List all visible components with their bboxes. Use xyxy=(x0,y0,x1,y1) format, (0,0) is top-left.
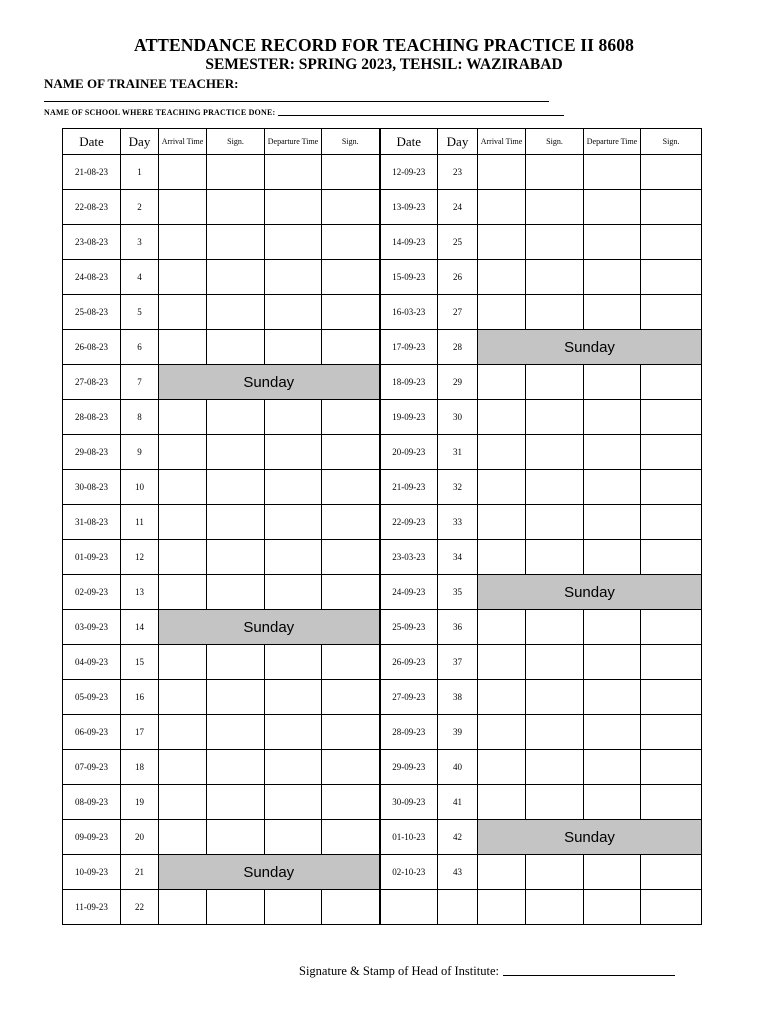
sign-cell[interactable] xyxy=(641,750,702,785)
attendance-table xyxy=(62,128,702,925)
sign-cell[interactable] xyxy=(526,715,584,750)
date-cell: 02-09-23 xyxy=(63,575,121,610)
date-cell: 31-08-23 xyxy=(63,505,121,540)
head-signature-field[interactable] xyxy=(503,975,675,976)
date-cell: 03-09-23 xyxy=(63,610,121,645)
table-row xyxy=(63,785,702,820)
departure-time-cell[interactable] xyxy=(584,155,641,190)
day-cell: 16 xyxy=(121,680,159,715)
sign-cell[interactable] xyxy=(207,190,265,225)
footer-signature xyxy=(299,964,675,979)
sign-cell[interactable] xyxy=(207,470,265,505)
day-cell: 14 xyxy=(121,610,159,645)
sign-cell[interactable] xyxy=(526,750,584,785)
sign-cell[interactable] xyxy=(526,435,584,470)
arrival-time-cell[interactable] xyxy=(159,750,207,785)
date-cell: 04-09-23 xyxy=(63,645,121,680)
date-cell: 30-09-23 xyxy=(380,785,438,820)
date-cell: 22-08-23 xyxy=(63,190,121,225)
header-date: Date xyxy=(63,129,121,155)
day-cell: 8 xyxy=(121,400,159,435)
day-cell: 9 xyxy=(121,435,159,470)
table-row xyxy=(63,330,702,365)
date-cell: 02-10-23 xyxy=(380,855,438,890)
date-cell: 19-09-23 xyxy=(380,400,438,435)
sign-cell[interactable] xyxy=(322,330,380,365)
arrival-time-cell[interactable] xyxy=(159,820,207,855)
header-date: Date xyxy=(380,129,438,155)
departure-time-cell[interactable] xyxy=(265,750,322,785)
sign-cell[interactable] xyxy=(322,435,380,470)
arrival-time-cell[interactable] xyxy=(478,715,526,750)
arrival-time-cell[interactable] xyxy=(478,155,526,190)
departure-time-cell[interactable] xyxy=(265,225,322,260)
sign-cell[interactable] xyxy=(526,260,584,295)
sign-cell[interactable] xyxy=(322,260,380,295)
sign-cell[interactable] xyxy=(322,785,380,820)
table-row xyxy=(63,540,702,575)
departure-time-cell[interactable] xyxy=(265,680,322,715)
arrival-time-cell[interactable] xyxy=(478,470,526,505)
date-cell: 27-09-23 xyxy=(380,680,438,715)
date-cell: 09-09-23 xyxy=(63,820,121,855)
day-cell: 42 xyxy=(438,820,478,855)
sign-cell[interactable] xyxy=(207,575,265,610)
date-cell: 01-09-23 xyxy=(63,540,121,575)
arrival-time-cell[interactable] xyxy=(159,715,207,750)
table-row xyxy=(63,470,702,505)
date-cell: 08-09-23 xyxy=(63,785,121,820)
arrival-time-cell[interactable] xyxy=(478,785,526,820)
day-cell: 27 xyxy=(438,295,478,330)
sign-cell[interactable] xyxy=(207,715,265,750)
arrival-time-cell[interactable] xyxy=(159,330,207,365)
sign-cell[interactable] xyxy=(641,540,702,575)
departure-time-cell[interactable] xyxy=(584,750,641,785)
sign-cell[interactable] xyxy=(641,365,702,400)
header-day: Day xyxy=(121,129,159,155)
sign-cell[interactable] xyxy=(322,225,380,260)
sunday-cell: Sunday xyxy=(478,330,702,365)
date-cell: 12-09-23 xyxy=(380,155,438,190)
sign-cell[interactable] xyxy=(641,295,702,330)
arrival-time-cell[interactable] xyxy=(159,470,207,505)
departure-time-cell[interactable] xyxy=(584,785,641,820)
day-cell: 26 xyxy=(438,260,478,295)
day-cell: 5 xyxy=(121,295,159,330)
arrival-time-cell[interactable] xyxy=(159,785,207,820)
sign-cell[interactable] xyxy=(641,190,702,225)
date-cell: 27-08-23 xyxy=(63,365,121,400)
departure-time-cell[interactable] xyxy=(584,680,641,715)
day-cell: 10 xyxy=(121,470,159,505)
sign-cell[interactable] xyxy=(526,610,584,645)
departure-time-cell[interactable] xyxy=(584,540,641,575)
departure-time-cell[interactable] xyxy=(584,890,641,925)
sign-cell[interactable] xyxy=(641,505,702,540)
sign-cell[interactable] xyxy=(641,610,702,645)
departure-time-cell[interactable] xyxy=(265,400,322,435)
day-cell: 22 xyxy=(121,890,159,925)
day-cell: 33 xyxy=(438,505,478,540)
header-sign: Sign. xyxy=(641,129,702,155)
departure-time-cell[interactable] xyxy=(584,190,641,225)
departure-time-cell[interactable] xyxy=(584,225,641,260)
table-row xyxy=(63,260,702,295)
arrival-time-cell[interactable] xyxy=(478,435,526,470)
sunday-cell: Sunday xyxy=(478,820,702,855)
sign-cell[interactable] xyxy=(207,330,265,365)
sign-cell[interactable] xyxy=(322,155,380,190)
day-cell: 24 xyxy=(438,190,478,225)
sign-cell[interactable] xyxy=(526,470,584,505)
sign-cell[interactable] xyxy=(526,400,584,435)
header-day: Day xyxy=(438,129,478,155)
date-cell: 11-09-23 xyxy=(63,890,121,925)
sign-cell[interactable] xyxy=(207,155,265,190)
day-cell: 40 xyxy=(438,750,478,785)
sign-cell[interactable] xyxy=(526,295,584,330)
arrival-time-cell[interactable] xyxy=(159,575,207,610)
sign-cell[interactable] xyxy=(207,680,265,715)
table-row xyxy=(63,610,702,645)
header-departure-time: Departure Time xyxy=(265,129,322,155)
date-cell: 10-09-23 xyxy=(63,855,121,890)
departure-time-cell[interactable] xyxy=(584,295,641,330)
sign-cell[interactable] xyxy=(322,645,380,680)
sign-cell[interactable] xyxy=(322,470,380,505)
date-cell: 01-10-23 xyxy=(380,820,438,855)
date-cell: 05-09-23 xyxy=(63,680,121,715)
table-row xyxy=(63,645,702,680)
departure-time-cell[interactable] xyxy=(584,400,641,435)
arrival-time-cell[interactable] xyxy=(478,750,526,785)
sign-cell[interactable] xyxy=(207,260,265,295)
table-row xyxy=(63,365,702,400)
sign-cell[interactable] xyxy=(207,785,265,820)
day-cell: 15 xyxy=(121,645,159,680)
day-cell: 28 xyxy=(438,330,478,365)
sign-cell[interactable] xyxy=(322,295,380,330)
sign-cell[interactable] xyxy=(322,540,380,575)
date-cell: 17-09-23 xyxy=(380,330,438,365)
table-row xyxy=(63,295,702,330)
date-cell: 13-09-23 xyxy=(380,190,438,225)
date-cell xyxy=(380,890,438,925)
day-cell: 38 xyxy=(438,680,478,715)
day-cell: 35 xyxy=(438,575,478,610)
arrival-time-cell[interactable] xyxy=(159,400,207,435)
sign-cell[interactable] xyxy=(322,715,380,750)
table-row xyxy=(63,225,702,260)
arrival-time-cell[interactable] xyxy=(478,855,526,890)
arrival-time-cell[interactable] xyxy=(478,645,526,680)
sign-cell[interactable] xyxy=(641,680,702,715)
school-name-field[interactable] xyxy=(278,115,564,116)
table-row xyxy=(63,855,702,890)
departure-time-cell[interactable] xyxy=(265,575,322,610)
sign-cell[interactable] xyxy=(322,575,380,610)
day-cell: 23 xyxy=(438,155,478,190)
day-cell: 32 xyxy=(438,470,478,505)
sign-cell[interactable] xyxy=(207,435,265,470)
sign-cell[interactable] xyxy=(207,750,265,785)
day-cell: 17 xyxy=(121,715,159,750)
table-row xyxy=(63,715,702,750)
sign-cell[interactable] xyxy=(641,260,702,295)
departure-time-cell[interactable] xyxy=(584,715,641,750)
attendance-body xyxy=(63,155,702,925)
arrival-time-cell[interactable] xyxy=(478,890,526,925)
sign-cell[interactable] xyxy=(526,155,584,190)
sign-cell[interactable] xyxy=(526,785,584,820)
arrival-time-cell[interactable] xyxy=(478,190,526,225)
date-cell: 28-08-23 xyxy=(63,400,121,435)
date-cell: 20-09-23 xyxy=(380,435,438,470)
day-cell: 39 xyxy=(438,715,478,750)
date-cell: 06-09-23 xyxy=(63,715,121,750)
day-cell: 2 xyxy=(121,190,159,225)
header-arrival-time: Arrival Time xyxy=(159,129,207,155)
day-cell: 36 xyxy=(438,610,478,645)
trainee-label: NAME OF TRAINEE TEACHER: xyxy=(44,76,239,91)
day-cell: 43 xyxy=(438,855,478,890)
table-row xyxy=(63,400,702,435)
sign-cell[interactable] xyxy=(526,540,584,575)
sign-cell[interactable] xyxy=(526,365,584,400)
departure-time-cell[interactable] xyxy=(265,190,322,225)
sign-cell[interactable] xyxy=(526,190,584,225)
departure-time-cell[interactable] xyxy=(265,435,322,470)
date-cell: 23-08-23 xyxy=(63,225,121,260)
date-cell: 23-03-23 xyxy=(380,540,438,575)
date-cell: 22-09-23 xyxy=(380,505,438,540)
table-row xyxy=(63,155,702,190)
sign-cell[interactable] xyxy=(322,400,380,435)
sign-cell[interactable] xyxy=(641,715,702,750)
sign-cell[interactable] xyxy=(322,750,380,785)
sign-cell[interactable] xyxy=(207,400,265,435)
departure-time-cell[interactable] xyxy=(584,505,641,540)
sign-cell[interactable] xyxy=(322,505,380,540)
arrival-time-cell[interactable] xyxy=(159,155,207,190)
day-cell: 30 xyxy=(438,400,478,435)
sign-cell[interactable] xyxy=(207,540,265,575)
arrival-time-cell[interactable] xyxy=(478,540,526,575)
sign-cell[interactable] xyxy=(641,400,702,435)
header-sign: Sign. xyxy=(207,129,265,155)
arrival-time-cell[interactable] xyxy=(159,225,207,260)
departure-time-cell[interactable] xyxy=(265,330,322,365)
sign-cell[interactable] xyxy=(322,680,380,715)
date-cell: 30-08-23 xyxy=(63,470,121,505)
header-sign: Sign. xyxy=(526,129,584,155)
date-cell: 24-08-23 xyxy=(63,260,121,295)
day-cell: 1 xyxy=(121,155,159,190)
departure-time-cell[interactable] xyxy=(265,540,322,575)
table-row xyxy=(63,820,702,855)
date-cell: 21-08-23 xyxy=(63,155,121,190)
departure-time-cell[interactable] xyxy=(584,610,641,645)
table-row xyxy=(63,750,702,785)
header-arrival-time: Arrival Time xyxy=(478,129,526,155)
arrival-time-cell[interactable] xyxy=(159,890,207,925)
table-row xyxy=(63,680,702,715)
departure-time-cell[interactable] xyxy=(265,645,322,680)
arrival-time-cell[interactable] xyxy=(159,260,207,295)
arrival-time-cell[interactable] xyxy=(478,295,526,330)
arrival-time-cell[interactable] xyxy=(478,680,526,715)
date-cell: 26-09-23 xyxy=(380,645,438,680)
day-cell: 4 xyxy=(121,260,159,295)
sign-cell[interactable] xyxy=(526,680,584,715)
day-cell: 21 xyxy=(121,855,159,890)
date-cell: 24-09-23 xyxy=(380,575,438,610)
school-label: NAME OF SCHOOL WHERE TEACHING PRACTICE DONE: xyxy=(44,108,276,117)
day-cell: 7 xyxy=(121,365,159,400)
day-cell: 18 xyxy=(121,750,159,785)
date-cell: 29-08-23 xyxy=(63,435,121,470)
table-row xyxy=(63,190,702,225)
date-cell: 21-09-23 xyxy=(380,470,438,505)
date-cell: 29-09-23 xyxy=(380,750,438,785)
departure-time-cell[interactable] xyxy=(265,820,322,855)
departure-time-cell[interactable] xyxy=(584,855,641,890)
sign-cell[interactable] xyxy=(322,820,380,855)
sign-cell[interactable] xyxy=(641,785,702,820)
departure-time-cell[interactable] xyxy=(265,295,322,330)
departure-time-cell[interactable] xyxy=(265,470,322,505)
date-cell: 07-09-23 xyxy=(63,750,121,785)
sign-cell[interactable] xyxy=(526,225,584,260)
date-cell: 25-08-23 xyxy=(63,295,121,330)
sign-cell[interactable] xyxy=(207,505,265,540)
header-sign: Sign. xyxy=(322,129,380,155)
sign-cell[interactable] xyxy=(207,820,265,855)
date-cell: 25-09-23 xyxy=(380,610,438,645)
arrival-time-cell[interactable] xyxy=(159,680,207,715)
sign-cell[interactable] xyxy=(322,190,380,225)
departure-time-cell[interactable] xyxy=(265,890,322,925)
departure-time-cell[interactable] xyxy=(584,365,641,400)
sign-cell[interactable] xyxy=(207,225,265,260)
departure-time-cell[interactable] xyxy=(265,155,322,190)
header-departure-time: Departure Time xyxy=(584,129,641,155)
departure-time-cell[interactable] xyxy=(584,470,641,505)
day-cell: 34 xyxy=(438,540,478,575)
trainee-name-field[interactable] xyxy=(44,101,549,102)
departure-time-cell[interactable] xyxy=(584,260,641,295)
departure-time-cell[interactable] xyxy=(265,505,322,540)
sign-cell[interactable] xyxy=(641,155,702,190)
sign-cell[interactable] xyxy=(641,855,702,890)
date-cell: 18-09-23 xyxy=(380,365,438,400)
sign-cell[interactable] xyxy=(641,890,702,925)
day-cell: 41 xyxy=(438,785,478,820)
table-row xyxy=(63,505,702,540)
day-cell: 25 xyxy=(438,225,478,260)
footer-label: Signature & Stamp of Head of Institute: xyxy=(299,964,499,978)
sign-cell[interactable] xyxy=(207,645,265,680)
sign-cell[interactable] xyxy=(641,470,702,505)
header-row xyxy=(63,129,702,155)
sign-cell[interactable] xyxy=(526,505,584,540)
arrival-time-cell[interactable] xyxy=(478,365,526,400)
table-row xyxy=(63,890,702,925)
day-cell: 37 xyxy=(438,645,478,680)
date-cell: 16-03-23 xyxy=(380,295,438,330)
arrival-time-cell[interactable] xyxy=(478,400,526,435)
date-cell: 15-09-23 xyxy=(380,260,438,295)
departure-time-cell[interactable] xyxy=(584,435,641,470)
arrival-time-cell[interactable] xyxy=(159,645,207,680)
arrival-time-cell[interactable] xyxy=(159,435,207,470)
sign-cell[interactable] xyxy=(322,890,380,925)
day-cell: 31 xyxy=(438,435,478,470)
arrival-time-cell[interactable] xyxy=(478,505,526,540)
date-cell: 28-09-23 xyxy=(380,715,438,750)
sign-cell[interactable] xyxy=(207,890,265,925)
day-cell: 3 xyxy=(121,225,159,260)
sign-cell[interactable] xyxy=(641,435,702,470)
page-title: ATTENDANCE RECORD FOR TEACHING PRACTICE II 8608 xyxy=(134,35,634,55)
arrival-time-cell[interactable] xyxy=(159,505,207,540)
departure-time-cell[interactable] xyxy=(584,645,641,680)
arrival-time-cell[interactable] xyxy=(478,225,526,260)
sign-cell[interactable] xyxy=(641,225,702,260)
sunday-cell: Sunday xyxy=(159,610,380,645)
departure-time-cell[interactable] xyxy=(265,785,322,820)
arrival-time-cell[interactable] xyxy=(478,260,526,295)
day-cell: 11 xyxy=(121,505,159,540)
sign-cell[interactable] xyxy=(526,645,584,680)
day-cell: 20 xyxy=(121,820,159,855)
arrival-time-cell[interactable] xyxy=(159,540,207,575)
sign-cell[interactable] xyxy=(526,855,584,890)
day-cell: 6 xyxy=(121,330,159,365)
departure-time-cell[interactable] xyxy=(265,715,322,750)
day-cell: 13 xyxy=(121,575,159,610)
arrival-time-cell[interactable] xyxy=(159,190,207,225)
day-cell: 19 xyxy=(121,785,159,820)
day-cell: 12 xyxy=(121,540,159,575)
school-row xyxy=(44,108,564,117)
sign-cell[interactable] xyxy=(526,890,584,925)
table-row xyxy=(63,435,702,470)
sign-cell[interactable] xyxy=(207,295,265,330)
departure-time-cell[interactable] xyxy=(265,260,322,295)
arrival-time-cell[interactable] xyxy=(159,295,207,330)
arrival-time-cell[interactable] xyxy=(478,610,526,645)
day-cell xyxy=(438,890,478,925)
sign-cell[interactable] xyxy=(641,645,702,680)
sunday-cell: Sunday xyxy=(159,365,380,400)
day-cell: 29 xyxy=(438,365,478,400)
table-row xyxy=(63,575,702,610)
date-cell: 14-09-23 xyxy=(380,225,438,260)
sunday-cell: Sunday xyxy=(159,855,380,890)
page-subtitle: SEMESTER: SPRING 2023, TEHSIL: WAZIRABAD xyxy=(205,56,563,73)
sunday-cell: Sunday xyxy=(478,575,702,610)
date-cell: 26-08-23 xyxy=(63,330,121,365)
